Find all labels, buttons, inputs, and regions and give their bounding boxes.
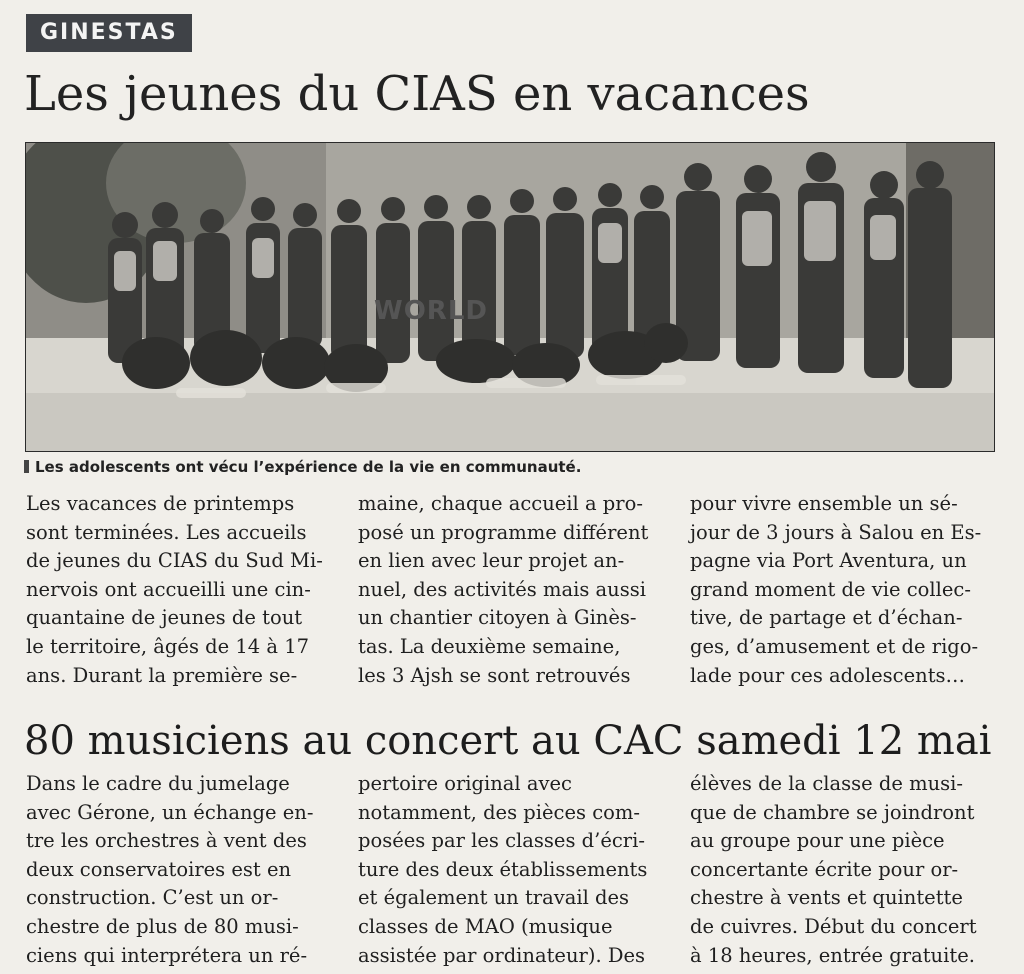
article-headline: Les jeunes du CIAS en vacances <box>24 66 810 122</box>
text-line: notamment, des pièces com- <box>358 800 640 824</box>
text-line: chestre de plus de 80 musi- <box>26 914 299 938</box>
text-line: le territoire, âgés de 14 à 17 <box>26 634 310 658</box>
text-line: et également un travail des <box>358 886 630 910</box>
text-line: pagne via Port Aventura, un <box>690 549 967 573</box>
article2-column-3 <box>690 770 977 970</box>
text-line: sont terminées. Les accueils <box>26 520 307 544</box>
text-line: avec Gérone, un échange en- <box>26 800 314 824</box>
text-line: ges, d’amusement et de rigo- <box>690 634 979 658</box>
group-photo-illustration <box>26 143 995 452</box>
text-line: posées par les classes d’écri- <box>358 829 645 853</box>
article2-headline: 80 musiciens au concert au CAC samedi 12 mai <box>24 718 992 764</box>
text-line: à 18 heures, entrée gratuite. <box>690 943 975 967</box>
text-line: posé un programme différent <box>358 520 649 544</box>
text-line: jour de 3 jours à Salou en Es- <box>690 520 982 544</box>
text-line: lade pour ces adolescents… <box>690 663 966 687</box>
text-line: classes de MAO (musique <box>358 914 613 938</box>
text-line: construction. C’est un or- <box>26 886 279 910</box>
text-line: maine, chaque accueil a pro- <box>358 492 643 515</box>
article2-column-1 <box>26 770 313 970</box>
text-line: grand moment de vie collec- <box>690 577 971 601</box>
text-line: pour vivre ensemble un sé- <box>690 492 958 515</box>
text-line: Les vacances de printemps <box>26 492 295 515</box>
text-line: deux conservatoires est en <box>26 857 292 881</box>
text-line: Dans le cadre du jumelage <box>26 772 290 795</box>
text-line: que de chambre se joindront <box>690 800 975 824</box>
photo-caption <box>24 456 581 478</box>
text-line: chestre à vents et quintette <box>690 886 963 910</box>
group-photo <box>25 142 995 452</box>
text-line: ture des deux établissements <box>358 857 648 881</box>
article1-column-2 <box>358 490 648 690</box>
text-line: concertante écrite pour or- <box>690 857 959 881</box>
text-line: ans. Durant la première se- <box>26 663 298 687</box>
text-line: quantaine de jeunes de tout <box>26 606 303 630</box>
text-line: tre les orchestres à vent des <box>26 829 307 853</box>
section-kicker: GINESTAS <box>26 14 192 52</box>
caption-marker <box>24 460 29 473</box>
text-line: ciens qui interprétera un ré- <box>26 943 308 967</box>
photo-sign-text: WORLD <box>374 296 488 326</box>
text-line: assistée par ordinateur). Des <box>358 943 646 967</box>
text-line: de jeunes du CIAS du Sud Mi- <box>26 549 323 573</box>
article2-column-2 <box>358 770 647 970</box>
text-line: pertoire original avec <box>358 772 572 795</box>
text-line: de cuivres. Début du concert <box>690 914 977 938</box>
caption-text: Les adolescents ont vécu l’expérience de la vie en communauté. <box>35 458 582 476</box>
article1-column-1 <box>26 490 323 690</box>
text-line: au groupe pour une pièce <box>690 829 945 853</box>
text-line: tas. La deuxième semaine, <box>358 634 621 658</box>
text-line: nervois ont accueilli une cin- <box>26 577 311 601</box>
text-line: tive, de partage et d’échan- <box>690 606 963 630</box>
text-line: élèves de la classe de musi- <box>690 772 963 795</box>
article1-column-3 <box>690 490 981 690</box>
text-line: en lien avec leur projet an- <box>358 549 625 573</box>
text-line: les 3 Ajsh se sont retrouvés <box>358 663 631 687</box>
text-line: un chantier citoyen à Ginès- <box>358 606 637 630</box>
text-line: nuel, des activités mais aussi <box>358 577 646 601</box>
